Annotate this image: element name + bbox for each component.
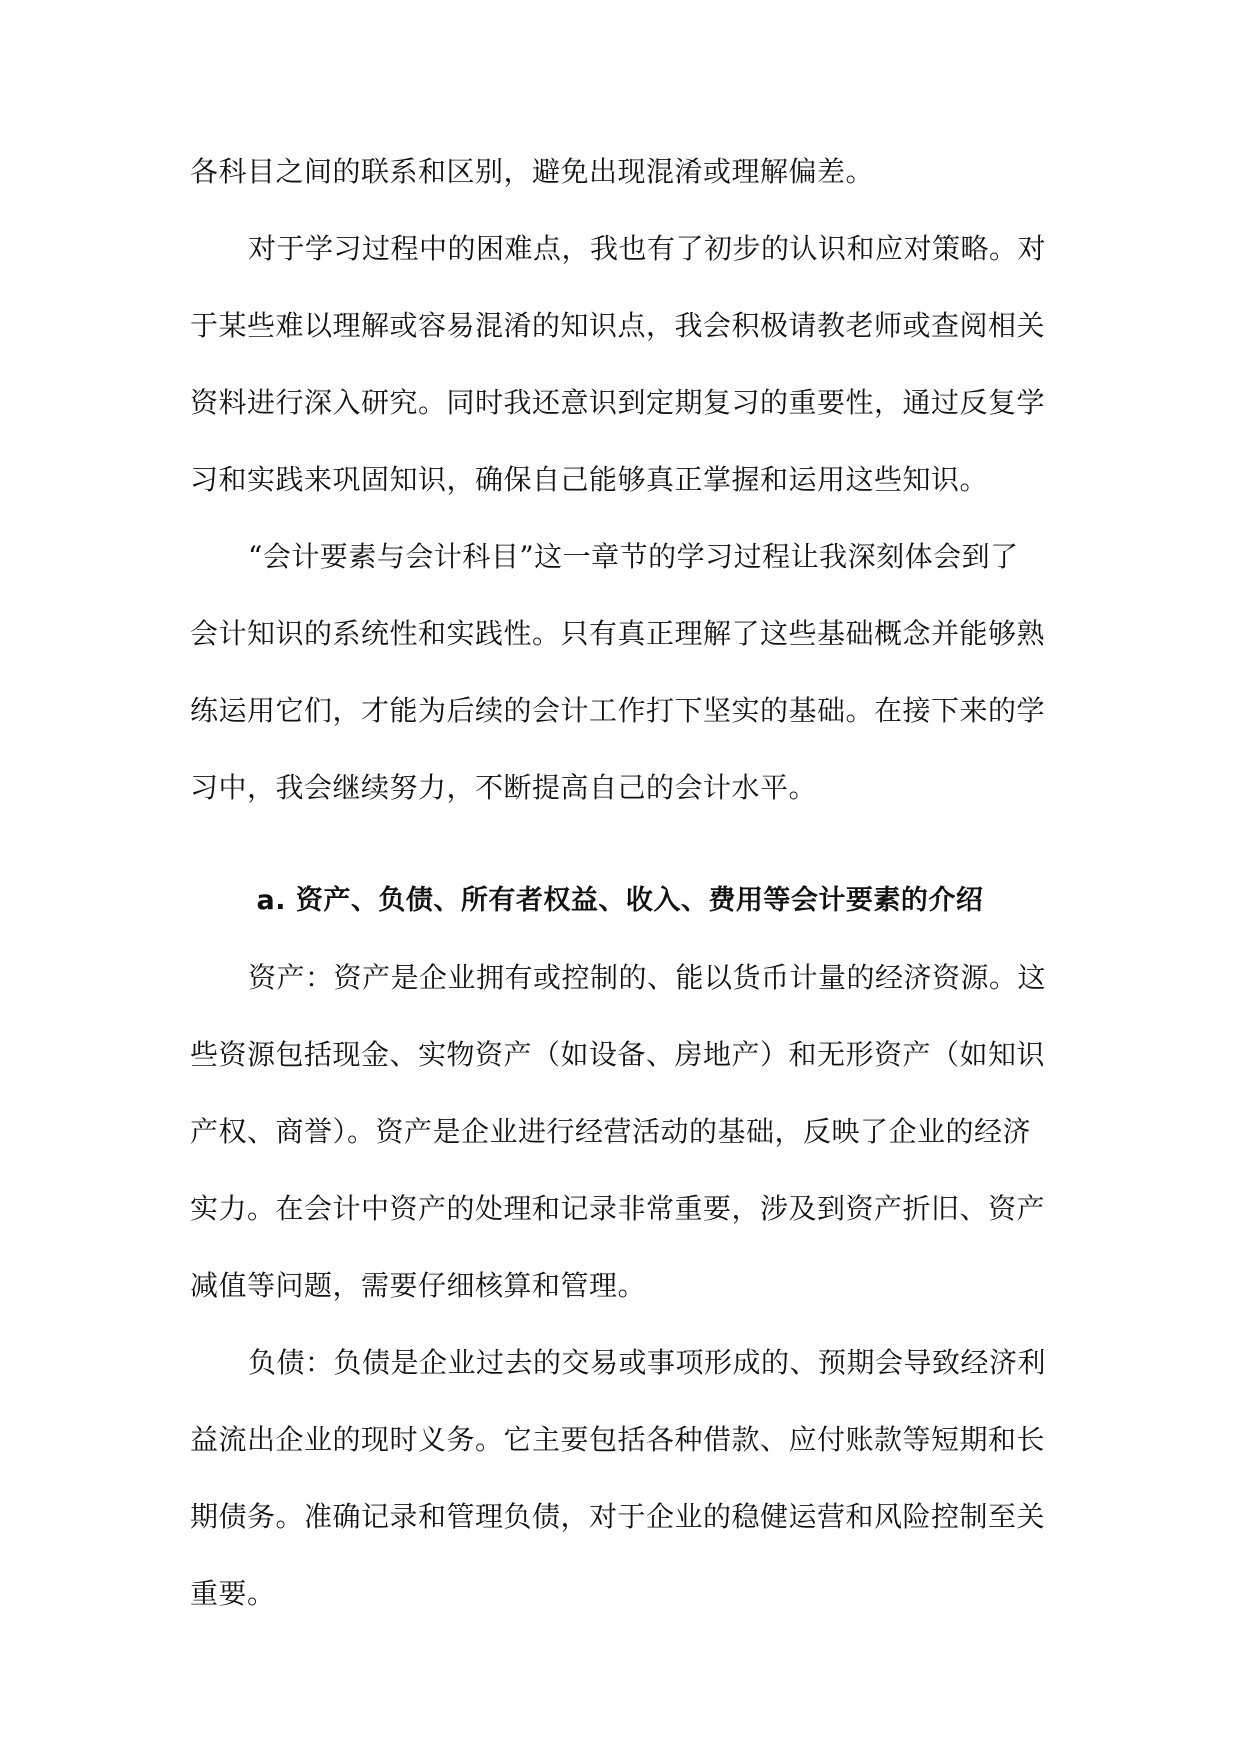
- paragraph-line: 重要。: [190, 1577, 276, 1610]
- paragraph-line: 资料进行深入研究。同时我还意识到定期复习的重要性，通过反复学: [190, 386, 1046, 419]
- paragraph-line: 练运用它们，才能为后续的会计工作打下坚实的基础。在接下来的学: [190, 694, 1046, 727]
- paragraph-line: 于某些难以理解或容易混淆的知识点，我会积极请教老师或查阅相关: [190, 309, 1046, 342]
- paragraph-line: 负债：负债是企业过去的交易或事项形成的、预期会导致经济利: [248, 1346, 1047, 1379]
- paragraph-assets: [190, 948, 1050, 1333]
- paragraph-line: 习和实践来巩固知识，确保自己能够真正掌握和运用这些知识。: [190, 463, 989, 496]
- paragraph-line: 会计知识的系统性和实践性。只有真正理解了这些基础概念并能够熟: [190, 617, 1046, 650]
- paragraph-line: 实力。在会计中资产的处理和记录非常重要，涉及到资产折旧、资产: [190, 1192, 1046, 1225]
- paragraph-reflection: [190, 527, 1050, 835]
- paragraph-line: 习中，我会继续努力，不断提高自己的会计水平。: [190, 771, 818, 804]
- paragraph-line: 产权、商誉）。资产是企业进行经营活动的基础，反映了企业的经济: [190, 1115, 1032, 1148]
- section-heading: a. 资产、负债、所有者权益、收入、费用等会计要素的介绍: [256, 885, 984, 916]
- paragraph-continuation: [190, 142, 1050, 219]
- paragraph-line: 期债务。准确记录和管理负债，对于企业的稳健运营和风险控制至关: [190, 1500, 1046, 1533]
- paragraph-difficulties: [190, 219, 1050, 527]
- paragraph-line: 减值等问题，需要仔细核算和管理。: [190, 1269, 647, 1302]
- paragraph-liabilities: [190, 1333, 1050, 1641]
- document-page: [190, 142, 1050, 1641]
- paragraph-line: 益流出企业的现时义务。它主要包括各种借款、应付账款等短期和长: [190, 1423, 1046, 1456]
- paragraph-line: 各科目之间的联系和区别，避免出现混淆或理解偏差。: [190, 155, 875, 188]
- paragraph-line: 些资源包括现金、实物资产（如设备、房地产）和无形资产（如知识: [190, 1038, 1046, 1071]
- section-spacer: [190, 835, 1050, 871]
- paragraph-line: 资产：资产是企业拥有或控制的、能以货币计量的经济资源。这: [248, 961, 1047, 994]
- paragraph-line: “会计要素与会计科目”这一章节的学习过程让我深刻体会到了: [248, 540, 1019, 573]
- paragraph-line: 对于学习过程中的困难点，我也有了初步的认识和应对策略。对: [248, 232, 1047, 265]
